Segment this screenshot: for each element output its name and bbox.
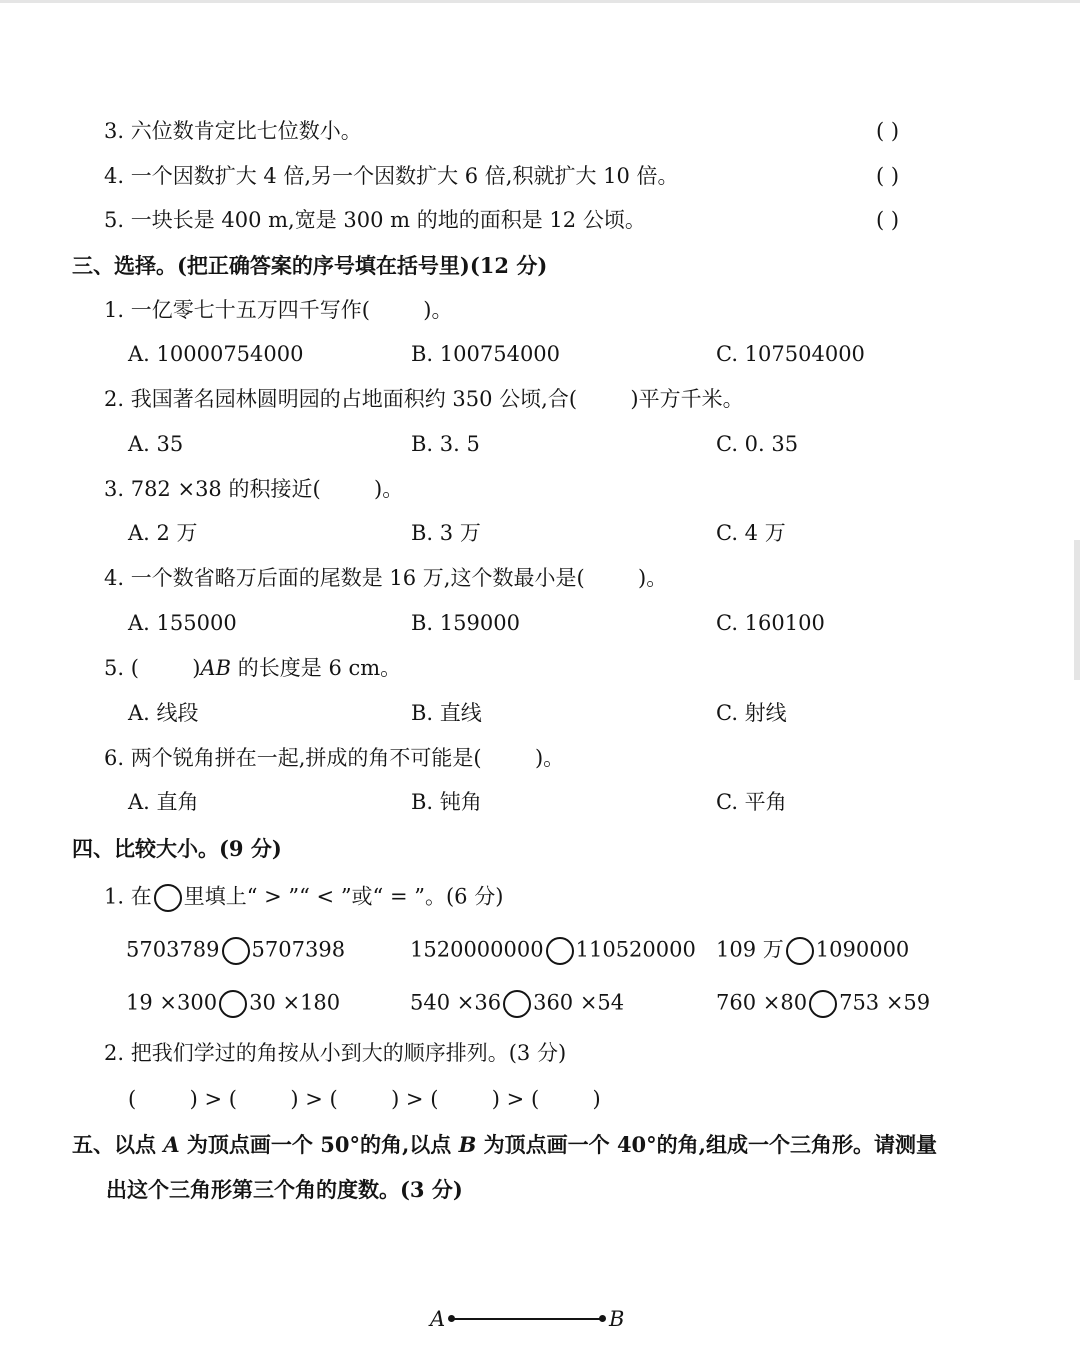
choice-5-stem-pre: 5. ( ) [104, 656, 201, 680]
choice-4-option-a[interactable]: A. 155000 [128, 611, 237, 635]
draw-text-3: 为顶点画一个 40°的角,组成一个三角形。请测量 [476, 1132, 937, 1157]
choice-2-option-b[interactable]: B. 3. 5 [411, 432, 480, 456]
choice-question-1: 1. 一亿零七十五万四千写作( )。 [104, 298, 453, 322]
compare-pair-2 [410, 937, 696, 965]
compare-answer-circle[interactable] [786, 937, 814, 965]
compare-right-value: 5707398 [251, 937, 346, 962]
compare-answer-circle[interactable] [503, 990, 531, 1018]
circle-icon [154, 884, 182, 912]
compare-q1-post: 里填上“ > ”“ < ”或“ = ”。(6 分) [183, 884, 504, 909]
choice-4-option-c[interactable]: C. 160100 [716, 611, 825, 635]
choice-question-2: 2. 我国著名园林圆明园的占地面积约 350 公顷,合( )平方千米。 [104, 387, 744, 411]
compare-left-value: 5703789 [126, 937, 220, 962]
compare-question-2: 2. 把我们学过的角按从小到大的顺序排列。(3 分) [104, 1041, 567, 1065]
choice-3-option-b[interactable]: B. 3 万 [411, 521, 481, 545]
compare-pair-5 [410, 990, 624, 1018]
scan-top-edge [0, 0, 1080, 3]
choice-question-6: 6. 两个锐角拼在一起,拼成的角不可能是( )。 [104, 746, 565, 770]
section-choice-heading: 三、选择。(把正确答案的序号填在括号里)(12 分) [72, 253, 548, 278]
choice-1-option-c[interactable]: C. 107504000 [716, 342, 865, 366]
compare-right-value: 110520000 [575, 937, 696, 962]
choice-6-option-a[interactable]: A. 直角 [128, 790, 199, 814]
compare-pair-6 [716, 990, 930, 1018]
choice-4-option-b[interactable]: B. 159000 [411, 611, 520, 635]
tf-answer-blank-4[interactable]: ( ) [876, 164, 900, 188]
choice-5-stem-post: 的长度是 6 cm。 [231, 656, 402, 680]
segment-label-ab: AB [200, 656, 232, 680]
segment-ab-line [452, 1318, 602, 1320]
choice-5-option-c[interactable]: C. 射线 [716, 701, 787, 725]
choice-question-4: 4. 一个数省略万后面的尾数是 16 万,这个数最小是( )。 [104, 566, 668, 590]
tf-answer-blank-3[interactable]: ( ) [876, 119, 900, 143]
draw-text-2: 为顶点画一个 50°的角,以点 [179, 1132, 459, 1157]
compare-answer-circle[interactable] [222, 937, 250, 965]
compare-left-value: 760 ×80 [716, 990, 808, 1015]
compare-left-value: 109 万 [716, 937, 784, 962]
point-a-label: A [430, 1307, 446, 1331]
tf-answer-blank-5[interactable]: ( ) [876, 208, 900, 232]
compare-right-value: 30 ×180 [249, 990, 341, 1015]
tf-item-3: 3. 六位数肯定比七位数小。 [104, 119, 362, 143]
point-b-label: B [609, 1307, 625, 1331]
compare-pair-4 [126, 990, 340, 1018]
tf-item-5: 5. 一块长是 400 m,宽是 300 m 的地的面积是 12 公顷。 [104, 208, 646, 232]
choice-5-option-b[interactable]: B. 直线 [411, 701, 482, 725]
section-compare-heading: 四、比较大小。(9 分) [72, 836, 282, 861]
compare-answer-circle[interactable] [219, 990, 247, 1018]
angle-order-blanks[interactable]: ( ) > ( ) > ( ) > ( ) > ( ) [128, 1087, 601, 1111]
section-draw-heading [72, 1134, 937, 1155]
draw-text-1: 五、以点 [72, 1132, 164, 1157]
point-a-label-inline: A [163, 1132, 180, 1157]
compare-answer-circle[interactable] [809, 990, 837, 1018]
compare-left-value: 1520000000 [410, 937, 544, 962]
choice-6-option-b[interactable]: B. 钝角 [411, 790, 482, 814]
point-b-dot[interactable] [599, 1315, 606, 1322]
section-draw-line2: 出这个三角形第三个角的度数。(3 分) [106, 1177, 463, 1202]
point-b-label-inline: B [458, 1132, 477, 1157]
choice-3-option-c[interactable]: C. 4 万 [716, 521, 786, 545]
choice-1-option-b[interactable]: B. 100754000 [411, 342, 561, 366]
choice-question-3: 3. 782 ×38 的积接近( )。 [104, 477, 404, 501]
choice-3-option-a[interactable]: A. 2 万 [128, 521, 198, 545]
choice-1-option-a[interactable]: A. 10000754000 [128, 342, 304, 366]
compare-pair-1 [126, 937, 345, 965]
choice-6-option-c[interactable]: C. 平角 [716, 790, 787, 814]
scan-edge-shadow [1074, 540, 1080, 680]
compare-right-value: 753 ×59 [839, 990, 931, 1015]
compare-pair-3 [716, 937, 909, 965]
compare-left-value: 19 ×300 [126, 990, 218, 1015]
choice-5-option-a[interactable]: A. 线段 [128, 701, 199, 725]
choice-2-option-a[interactable]: A. 35 [128, 432, 184, 456]
compare-left-value: 540 ×36 [410, 990, 502, 1015]
compare-question-1 [104, 884, 503, 912]
choice-question-5 [104, 658, 401, 679]
compare-right-value: 1090000 [815, 937, 910, 962]
compare-q1-pre: 1. 在 [104, 884, 152, 909]
compare-right-value: 360 ×54 [533, 990, 625, 1015]
tf-item-4: 4. 一个因数扩大 4 倍,另一个因数扩大 6 倍,积就扩大 10 倍。 [104, 164, 679, 188]
compare-answer-circle[interactable] [546, 937, 574, 965]
choice-2-option-c[interactable]: C. 0. 35 [716, 432, 799, 456]
